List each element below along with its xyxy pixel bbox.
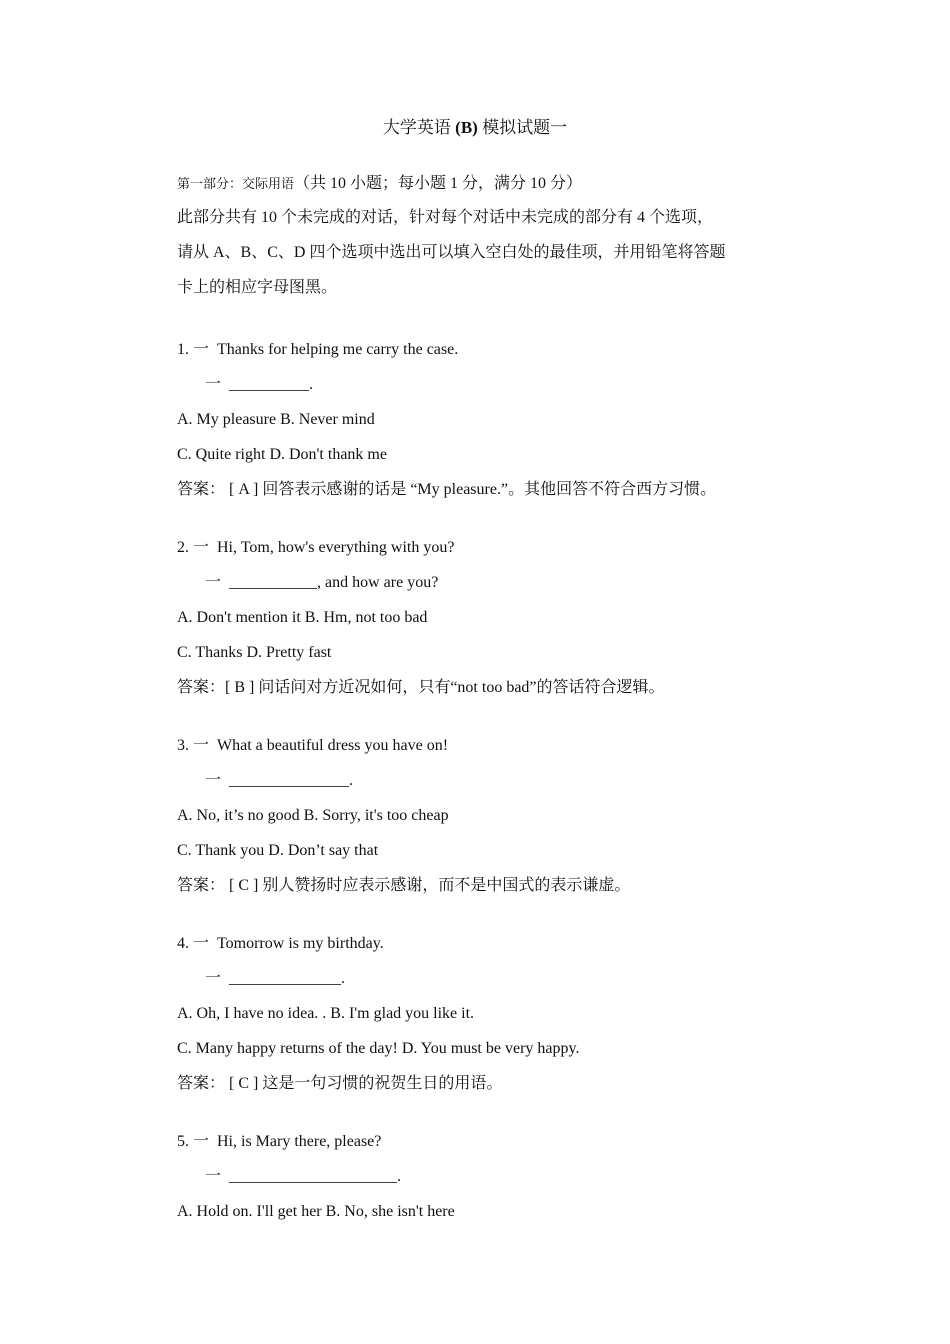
page-title: 大学英语 (B) 模拟试题一: [382, 118, 568, 137]
answer-explanation: 答案： [ C ] 别人赞扬时应表示感谢，而不是中国式的表示谦虚。: [177, 877, 631, 894]
reply-blank: ______________.: [229, 970, 345, 987]
options-cd: C. Many happy returns of the day! D. You must be very happy.: [177, 1040, 580, 1057]
question-reply: [177, 763, 817, 798]
question-number: 1.: [177, 341, 189, 358]
section-instructions: [177, 200, 797, 305]
dialog-dash: 一: [193, 935, 210, 952]
dialog-dash: 一: [193, 1133, 210, 1150]
dialog-dash: 一: [205, 1168, 222, 1185]
prompt-text: Thanks for helping me carry the case.: [217, 341, 459, 358]
question-reply: [177, 961, 817, 996]
dialog-dash: 一: [205, 376, 222, 393]
answer-explanation: 答案：[ B ] 问话问对方近况如何，只有“not too bad”的答话符合逻辑。: [177, 679, 665, 696]
dialog-dash: 一: [205, 970, 222, 987]
options-ab: A. Hold on. I'll get her B. No, she isn't here: [177, 1203, 455, 1220]
section-heading-scoring: （共 10 小题；每小题 1 分，满分 10 分）: [294, 175, 583, 192]
options-ab: A. No, it’s no good B. Sorry, it's too cheap: [177, 807, 449, 824]
question-prompt: [177, 728, 817, 763]
answer-explanation: 答案： [ A ] 回答表示感谢的话是 “My pleasure.”。其他回答不符合西方习惯。: [177, 481, 717, 498]
reply-blank: _______________.: [229, 772, 353, 789]
title-bold-part: (B): [455, 118, 478, 137]
reply-blank: _____________________.: [229, 1168, 401, 1185]
options-cd: C. Thank you D. Don’t say that: [177, 842, 379, 859]
options-cd: C. Quite right D. Don't thank me: [177, 446, 387, 463]
options-ab: A. Oh, I have no idea. . B. I'm glad you like it.: [177, 1005, 475, 1022]
dialog-dash: 一: [193, 341, 210, 358]
question-number: 3.: [177, 737, 189, 754]
dialog-dash: 一: [205, 574, 222, 591]
options-ab: A. My pleasure B. Never mind: [177, 411, 375, 428]
question-reply: [177, 565, 817, 600]
reply-blank: __________.: [229, 376, 313, 393]
prompt-text: What a beautiful dress you have on!: [217, 737, 449, 754]
options-cd: C. Thanks D. Pretty fast: [177, 644, 332, 661]
prompt-text: Hi, is Mary there, please?: [217, 1133, 382, 1150]
question-item: [177, 1124, 817, 1229]
question-item: [177, 530, 817, 705]
question-prompt: [177, 332, 817, 367]
question-item: [177, 926, 817, 1101]
dialog-dash: 一: [193, 737, 210, 754]
instruction-line: 卡上的相应字母图黑。: [177, 279, 338, 296]
section-heading-label: 第一部分：交际用语: [177, 176, 295, 191]
instruction-line: 此部分共有 10 个未完成的对话，针对每个对话中未完成的部分有 4 个选项，: [177, 209, 714, 226]
question-item: [177, 728, 817, 903]
question-item: [177, 332, 817, 507]
question-list: [177, 332, 817, 1252]
question-number: 4.: [177, 935, 189, 952]
answer-explanation: 答案： [ C ] 这是一句习惯的祝贺生日的用语。: [177, 1075, 503, 1092]
question-number: 2.: [177, 539, 189, 556]
prompt-text: Tomorrow is my birthday.: [217, 935, 384, 952]
question-reply: [177, 367, 817, 402]
section-part-one: [177, 172, 797, 305]
reply-blank: ___________, and how are you?: [229, 574, 439, 591]
question-number: 5.: [177, 1133, 189, 1150]
dialog-dash: 一: [205, 772, 222, 789]
question-prompt: [177, 926, 817, 961]
dialog-dash: 一: [193, 539, 210, 556]
options-ab: A. Don't mention it B. Hm, not too bad: [177, 609, 428, 626]
question-reply: [177, 1159, 817, 1194]
section-heading: [177, 172, 797, 196]
instruction-line: 请从 A、B、C、D 四个选项中选出可以填入空白处的最佳项，并用铅笔将答题: [177, 244, 726, 261]
question-prompt: [177, 530, 817, 565]
prompt-text: Hi, Tom, how's everything with you?: [217, 539, 455, 556]
question-prompt: [177, 1124, 817, 1159]
